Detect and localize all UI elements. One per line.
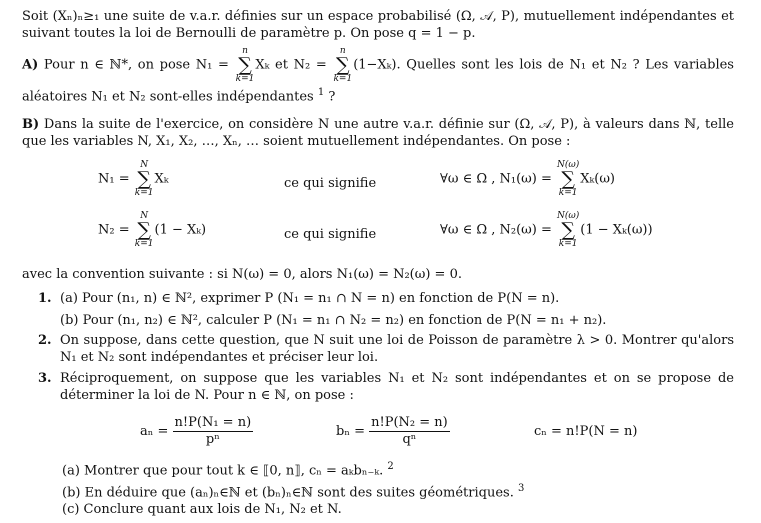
- question-3b-text: (b) En déduire que (aₙ)ₙ∈ℕ et (bₙ)ₙ∈ℕ sont des suites géométriques.: [62, 485, 514, 501]
- eq2-right-pre: ∀ω ∈ Ω , N₂(ω) =: [440, 222, 552, 238]
- part-a-sum2: [333, 46, 352, 84]
- eq1-term: Xₖ: [154, 171, 169, 187]
- sum-lower-limit: k=1: [134, 239, 154, 249]
- sum-lower-limit: k=1: [134, 188, 154, 198]
- eq2-left-label: N₂ =: [98, 222, 130, 238]
- equation-n2-right: [440, 211, 653, 249]
- sigma-symbol: ∑: [336, 54, 350, 76]
- sigma-symbol: ∑: [238, 54, 252, 76]
- part-a-text2: et N₂ =: [275, 57, 327, 73]
- sum-upper-limit: N(ω): [557, 211, 580, 221]
- question-3: [38, 370, 734, 404]
- part-a-paragraph: [22, 46, 734, 106]
- equation-n1-left: [98, 160, 169, 198]
- part-a-term1: Xₖ: [255, 57, 270, 73]
- part-a-sum1: [236, 46, 255, 84]
- sigma-symbol: ∑: [561, 168, 575, 190]
- sum-upper-limit: N(ω): [557, 160, 580, 170]
- part-a-label: A): [22, 57, 39, 73]
- sum-upper-limit: n: [339, 46, 346, 56]
- question-3-number: 3.: [38, 371, 52, 386]
- sum-lower-limit: k=1: [558, 188, 578, 198]
- formula-bn: [336, 415, 450, 448]
- question-3c: (c) Conclure quant aux lois de N₁, N₂ et N.: [62, 502, 342, 517]
- question-3b: [62, 480, 734, 501]
- convention-line: avec la convention suivante : si N(ω) = 0, alors N₁(ω) = N₂(ω) = 0.: [22, 267, 462, 282]
- eq2-right-sum: [557, 211, 579, 249]
- sum-lower-limit: k=1: [333, 74, 353, 84]
- bn-left: bₙ =: [336, 424, 365, 439]
- question-1b: (b) Pour (n₁, n₂) ∈ ℕ², calculer P (N₁ = n₁ ∩ N₂ = n₂) en fonction de P(N = n₁ + n₂).: [60, 313, 607, 328]
- sum-upper-limit: n: [242, 46, 248, 56]
- sigma-symbol: ∑: [137, 168, 151, 190]
- eq1-right-sum: [557, 160, 579, 198]
- footnote-mark-2: 2: [387, 461, 394, 472]
- question-1a: [38, 290, 734, 307]
- question-1-number: 1.: [38, 291, 52, 306]
- signifie-2: ce qui signifie: [284, 227, 377, 242]
- an-denominator: pⁿ: [205, 432, 220, 447]
- eq1-right-pre: ∀ω ∈ Ω , N₁(ω) =: [440, 171, 552, 187]
- question-3a: [62, 458, 734, 479]
- formula-cn: cₙ = n!P(N = n): [534, 424, 638, 439]
- question-1a-text: (a) Pour (n₁, n) ∈ ℕ², exprimer P (N₁ = n₁ ∩ N = n) en fonction de P(N = n).: [60, 291, 560, 306]
- bn-fraction: [369, 415, 450, 448]
- part-b-paragraph: [22, 116, 734, 150]
- part-a-text1: Pour n ∈ ℕ*, on pose N₁ =: [43, 57, 229, 73]
- question-3a-text: (a) Montrer que pour tout k ∈ ⟦0, n⟧, cₙ = aₖbₙ₋ₖ.: [62, 463, 384, 479]
- eq2-term: (1 − Xₖ): [154, 222, 207, 238]
- an-numerator: n!P(N₁ = n): [174, 415, 252, 430]
- footnote-mark-1: 1: [317, 87, 325, 98]
- eq1-right-term: Xₖ(ω): [580, 171, 616, 187]
- sum-lower-limit: k=1: [235, 74, 255, 84]
- an-left: aₙ =: [140, 424, 169, 439]
- intro-paragraph: Soit (Xₙ)ₙ≥₁ une suite de v.a.r. définies sur un espace probabilisé (Ω, 𝒜, P), mutuellement indépendantes et suivant toutes la loi de Bernoulli de paramètre p. On pose q = 1 − p.: [22, 9, 734, 41]
- sum-lower-limit: k=1: [558, 239, 578, 249]
- part-b-label: B): [22, 117, 40, 132]
- formula-an: [140, 415, 253, 448]
- sum-upper-limit: N: [140, 160, 149, 170]
- bn-denominator: qⁿ: [402, 432, 417, 447]
- part-a-term2: (1−Xₖ): [353, 57, 397, 73]
- eq2-sum: [135, 211, 154, 249]
- signifie-1: ce qui signifie: [284, 176, 377, 191]
- footnote-mark-3: 3: [517, 483, 525, 494]
- eq1-left-label: N₁ =: [98, 171, 130, 187]
- sigma-symbol: ∑: [561, 219, 575, 241]
- sigma-symbol: ∑: [137, 219, 151, 241]
- bn-numerator: n!P(N₂ = n): [371, 415, 448, 430]
- eq1-sum: [135, 160, 154, 198]
- question-2: [38, 332, 734, 366]
- part-b-text: Dans la suite de l'exercice, on considère N une autre v.a.r. définie sur (Ω, 𝒜, P), à valeurs dans ℕ, telle que les variables N, X₁, X₂, …, Xₙ, … soient mutuellement indépendantes. On pose :: [22, 117, 734, 149]
- part-a-end: ?: [328, 89, 336, 105]
- sum-upper-limit: N: [140, 211, 149, 221]
- part-a-text3: . Quelles sont les lois de N₁ et N₂ ? Les variables aléatoires N₁ et N₂ sont-elles indépendantes: [22, 57, 734, 105]
- equation-n1-right: [440, 160, 615, 198]
- question-2-text: On suppose, dans cette question, que N suit une loi de Poisson de paramètre λ > 0. Montrer qu'alors N₁ et N₂ sont indépendantes et préciser leur loi.: [60, 333, 734, 365]
- an-fraction: [173, 415, 254, 448]
- equation-n2-left: [98, 211, 206, 249]
- question-3-text: Réciproquement, on suppose que les variables N₁ et N₂ sont indépendantes et on se propose de déterminer la loi de N. Pour n ∈ ℕ, on pose :: [60, 371, 734, 403]
- eq2-right-term: (1 − Xₖ(ω)): [580, 222, 653, 238]
- question-2-number: 2.: [38, 333, 52, 348]
